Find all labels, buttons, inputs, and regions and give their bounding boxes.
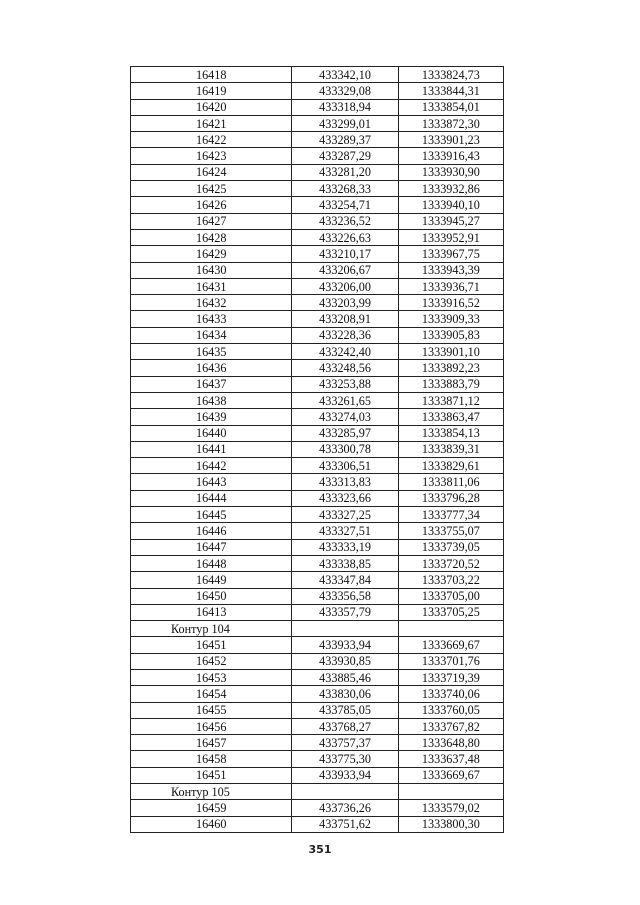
point-id-cell: 16423 (131, 148, 292, 164)
x-coordinate-cell: 433338,85 (292, 555, 398, 571)
point-id-cell: 16455 (131, 702, 292, 718)
table-row (131, 246, 504, 262)
table-row (131, 425, 504, 441)
y-coordinate-cell: 1333740,06 (398, 686, 503, 702)
point-id-cell: 16437 (131, 376, 292, 392)
table-row (131, 197, 504, 213)
x-coordinate-cell: 433930,85 (292, 653, 398, 669)
point-id-cell: 16443 (131, 474, 292, 490)
table-row (131, 115, 504, 131)
table-row (131, 669, 504, 685)
x-coordinate-cell: 433261,65 (292, 392, 398, 408)
table-row (131, 132, 504, 148)
point-id-cell: 16429 (131, 246, 292, 262)
x-coordinate-cell: 433775,30 (292, 751, 398, 767)
y-coordinate-cell: 1333669,67 (398, 767, 503, 783)
table-row (131, 588, 504, 604)
x-coordinate-cell: 433768,27 (292, 718, 398, 734)
table-row (131, 604, 504, 620)
y-coordinate-cell: 1333705,00 (398, 588, 503, 604)
y-coordinate-cell: 1333945,27 (398, 213, 503, 229)
point-id-cell: 16445 (131, 507, 292, 523)
table-row (131, 767, 504, 783)
x-coordinate-cell: 433318,94 (292, 99, 398, 115)
table-row (131, 539, 504, 555)
point-id-cell: 16448 (131, 555, 292, 571)
x-coordinate-cell: 433327,51 (292, 523, 398, 539)
x-coordinate-cell: 433757,37 (292, 735, 398, 751)
point-id-cell: 16451 (131, 637, 292, 653)
point-id-cell: 16450 (131, 588, 292, 604)
x-coordinate-cell: 433785,05 (292, 702, 398, 718)
table-row (131, 572, 504, 588)
y-coordinate-cell: 1333720,52 (398, 555, 503, 571)
y-coordinate-cell: 1333943,39 (398, 262, 503, 278)
empty-cell (292, 621, 398, 637)
x-coordinate-cell: 433289,37 (292, 132, 398, 148)
coordinates-table (130, 66, 504, 833)
y-coordinate-cell: 1333967,75 (398, 246, 503, 262)
table-row (131, 735, 504, 751)
table-row (131, 344, 504, 360)
point-id-cell: 16452 (131, 653, 292, 669)
table-row (131, 376, 504, 392)
table-row (131, 490, 504, 506)
y-coordinate-cell: 1333901,23 (398, 132, 503, 148)
y-coordinate-cell: 1333892,23 (398, 360, 503, 376)
point-id-cell: 16424 (131, 164, 292, 180)
point-id-cell: 16421 (131, 115, 292, 131)
empty-cell (398, 621, 503, 637)
y-coordinate-cell: 1333930,90 (398, 164, 503, 180)
table-row (131, 702, 504, 718)
x-coordinate-cell: 433306,51 (292, 458, 398, 474)
x-coordinate-cell: 433933,94 (292, 637, 398, 653)
x-coordinate-cell: 433347,84 (292, 572, 398, 588)
table-row (131, 751, 504, 767)
y-coordinate-cell: 1333871,12 (398, 392, 503, 408)
x-coordinate-cell: 433228,36 (292, 327, 398, 343)
x-coordinate-cell: 433226,63 (292, 229, 398, 245)
point-id-cell: 16418 (131, 67, 292, 83)
table-row (131, 229, 504, 245)
point-id-cell: 16430 (131, 262, 292, 278)
y-coordinate-cell: 1333839,31 (398, 441, 503, 457)
x-coordinate-cell: 433210,17 (292, 246, 398, 262)
x-coordinate-cell: 433274,03 (292, 409, 398, 425)
y-coordinate-cell: 1333909,33 (398, 311, 503, 327)
y-coordinate-cell: 1333767,82 (398, 718, 503, 734)
point-id-cell: 16442 (131, 458, 292, 474)
point-id-cell: 16427 (131, 213, 292, 229)
y-coordinate-cell: 1333760,05 (398, 702, 503, 718)
table-row (131, 99, 504, 115)
x-coordinate-cell: 433357,79 (292, 604, 398, 620)
point-id-cell: 16447 (131, 539, 292, 555)
table-row (131, 409, 504, 425)
point-id-cell: 16449 (131, 572, 292, 588)
x-coordinate-cell: 433342,10 (292, 67, 398, 83)
point-id-cell: 16426 (131, 197, 292, 213)
x-coordinate-cell: 433242,40 (292, 344, 398, 360)
y-coordinate-cell: 1333916,43 (398, 148, 503, 164)
point-id-cell: 16436 (131, 360, 292, 376)
table-row (131, 653, 504, 669)
x-coordinate-cell: 433333,19 (292, 539, 398, 555)
point-id-cell: 16456 (131, 718, 292, 734)
y-coordinate-cell: 1333916,52 (398, 295, 503, 311)
x-coordinate-cell: 433248,56 (292, 360, 398, 376)
table-row (131, 800, 504, 816)
table-row (131, 392, 504, 408)
point-id-cell: 16440 (131, 425, 292, 441)
y-coordinate-cell: 1333854,13 (398, 425, 503, 441)
point-id-cell: 16457 (131, 735, 292, 751)
y-coordinate-cell: 1333952,91 (398, 229, 503, 245)
point-id-cell: 16425 (131, 181, 292, 197)
point-id-cell: 16438 (131, 392, 292, 408)
table-row (131, 637, 504, 653)
table-row (131, 67, 504, 83)
point-id-cell: 16460 (131, 816, 292, 832)
table-row (131, 311, 504, 327)
coordinates-table-body (131, 67, 504, 833)
contour-header-row (131, 621, 504, 637)
point-id-cell: 16431 (131, 278, 292, 294)
table-row (131, 213, 504, 229)
y-coordinate-cell: 1333669,67 (398, 637, 503, 653)
table-row (131, 441, 504, 457)
x-coordinate-cell: 433751,62 (292, 816, 398, 832)
point-id-cell: 16434 (131, 327, 292, 343)
table-row (131, 278, 504, 294)
x-coordinate-cell: 433327,25 (292, 507, 398, 523)
y-coordinate-cell: 1333637,48 (398, 751, 503, 767)
y-coordinate-cell: 1333936,71 (398, 278, 503, 294)
x-coordinate-cell: 433323,66 (292, 490, 398, 506)
y-coordinate-cell: 1333872,30 (398, 115, 503, 131)
y-coordinate-cell: 1333932,86 (398, 181, 503, 197)
y-coordinate-cell: 1333703,22 (398, 572, 503, 588)
empty-cell (398, 784, 503, 800)
point-id-cell: 16439 (131, 409, 292, 425)
table-row (131, 83, 504, 99)
x-coordinate-cell: 433268,33 (292, 181, 398, 197)
x-coordinate-cell: 433254,71 (292, 197, 398, 213)
y-coordinate-cell: 1333844,31 (398, 83, 503, 99)
x-coordinate-cell: 433736,26 (292, 800, 398, 816)
y-coordinate-cell: 1333905,83 (398, 327, 503, 343)
y-coordinate-cell: 1333863,47 (398, 409, 503, 425)
x-coordinate-cell: 433236,52 (292, 213, 398, 229)
point-id-cell: 16432 (131, 295, 292, 311)
contour-label: Контур 104 (131, 621, 292, 637)
point-id-cell: 16422 (131, 132, 292, 148)
y-coordinate-cell: 1333901,10 (398, 344, 503, 360)
x-coordinate-cell: 433300,78 (292, 441, 398, 457)
y-coordinate-cell: 1333705,25 (398, 604, 503, 620)
x-coordinate-cell: 433203,99 (292, 295, 398, 311)
x-coordinate-cell: 433208,91 (292, 311, 398, 327)
table-row (131, 164, 504, 180)
table-row (131, 555, 504, 571)
x-coordinate-cell: 433885,46 (292, 669, 398, 685)
table-row (131, 360, 504, 376)
empty-cell (292, 784, 398, 800)
y-coordinate-cell: 1333777,34 (398, 507, 503, 523)
x-coordinate-cell: 433830,06 (292, 686, 398, 702)
table-row (131, 148, 504, 164)
point-id-cell: 16428 (131, 229, 292, 245)
table-row (131, 816, 504, 832)
y-coordinate-cell: 1333755,07 (398, 523, 503, 539)
y-coordinate-cell: 1333824,73 (398, 67, 503, 83)
y-coordinate-cell: 1333648,80 (398, 735, 503, 751)
y-coordinate-cell: 1333800,30 (398, 816, 503, 832)
table-row (131, 262, 504, 278)
table-row (131, 295, 504, 311)
x-coordinate-cell: 433287,29 (292, 148, 398, 164)
x-coordinate-cell: 433206,67 (292, 262, 398, 278)
x-coordinate-cell: 433206,00 (292, 278, 398, 294)
table-row (131, 458, 504, 474)
x-coordinate-cell: 433329,08 (292, 83, 398, 99)
table-row (131, 507, 504, 523)
point-id-cell: 16458 (131, 751, 292, 767)
point-id-cell: 16459 (131, 800, 292, 816)
y-coordinate-cell: 1333811,06 (398, 474, 503, 490)
point-id-cell: 16453 (131, 669, 292, 685)
point-id-cell: 16441 (131, 441, 292, 457)
contour-header-row (131, 784, 504, 800)
page-number: 351 (308, 843, 332, 856)
point-id-cell: 16420 (131, 99, 292, 115)
table-row (131, 181, 504, 197)
table-row (131, 523, 504, 539)
point-id-cell: 16413 (131, 604, 292, 620)
point-id-cell: 16435 (131, 344, 292, 360)
x-coordinate-cell: 433356,58 (292, 588, 398, 604)
point-id-cell: 16433 (131, 311, 292, 327)
point-id-cell: 16446 (131, 523, 292, 539)
point-id-cell: 16451 (131, 767, 292, 783)
point-id-cell: 16454 (131, 686, 292, 702)
contour-label: Контур 105 (131, 784, 292, 800)
y-coordinate-cell: 1333796,28 (398, 490, 503, 506)
x-coordinate-cell: 433285,97 (292, 425, 398, 441)
table-row (131, 718, 504, 734)
table-row (131, 327, 504, 343)
table-row (131, 686, 504, 702)
x-coordinate-cell: 433313,83 (292, 474, 398, 490)
point-id-cell: 16419 (131, 83, 292, 99)
x-coordinate-cell: 433281,20 (292, 164, 398, 180)
y-coordinate-cell: 1333701,76 (398, 653, 503, 669)
y-coordinate-cell: 1333739,05 (398, 539, 503, 555)
table-row (131, 474, 504, 490)
point-id-cell: 16444 (131, 490, 292, 506)
x-coordinate-cell: 433299,01 (292, 115, 398, 131)
y-coordinate-cell: 1333829,61 (398, 458, 503, 474)
y-coordinate-cell: 1333579,02 (398, 800, 503, 816)
y-coordinate-cell: 1333854,01 (398, 99, 503, 115)
x-coordinate-cell: 433933,94 (292, 767, 398, 783)
y-coordinate-cell: 1333940,10 (398, 197, 503, 213)
y-coordinate-cell: 1333719,39 (398, 669, 503, 685)
x-coordinate-cell: 433253,88 (292, 376, 398, 392)
y-coordinate-cell: 1333883,79 (398, 376, 503, 392)
